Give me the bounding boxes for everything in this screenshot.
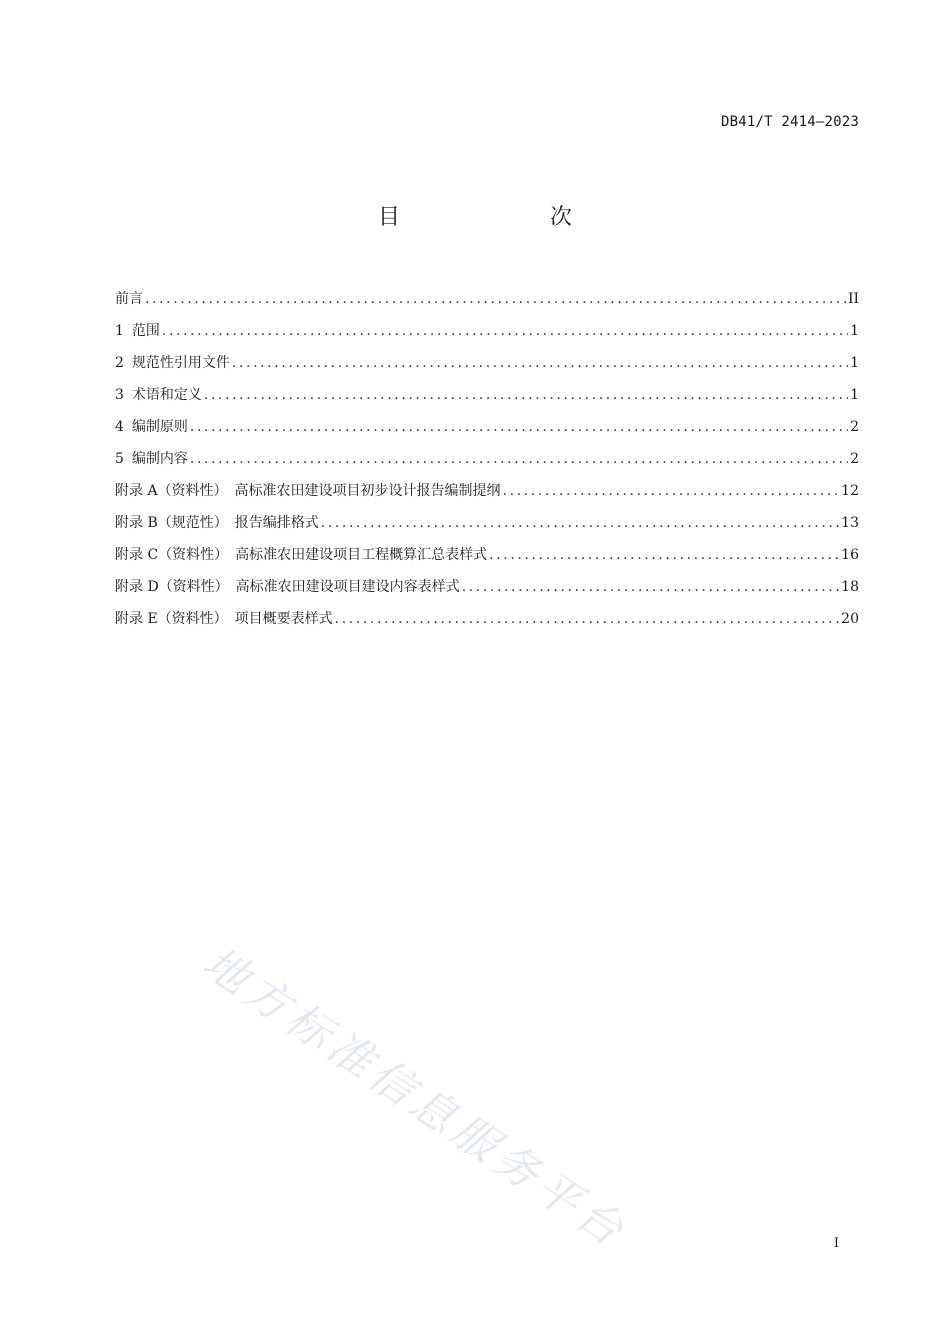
toc-entry-title: 附录 A（资料性） 高标准农田建设项目初步设计报告编制提纲 (115, 483, 501, 499)
toc-entry-title: 附录 B（规范性） 报告编排格式 (115, 515, 319, 531)
toc-dot-leader (321, 512, 839, 534)
toc-entry-title: 术语和定义 (131, 387, 202, 403)
toc-entry-title: 附录 E（资料性） 项目概要表样式 (115, 611, 333, 627)
toc-page-number: 2 (850, 451, 859, 467)
toc-dot-leader (204, 384, 848, 406)
toc-entry-title: 规范性引用文件 (131, 355, 230, 371)
toc-page-number: 2 (850, 419, 859, 435)
toc-entry-foreword[interactable] (115, 288, 859, 320)
toc-page-number: 20 (841, 611, 859, 627)
toc-entry-appendix-a[interactable] (115, 480, 859, 512)
toc-entry-appendix-d[interactable] (115, 576, 859, 608)
toc-entry-appendix-e[interactable] (115, 608, 859, 640)
toc-section-number: 2 (115, 355, 124, 371)
toc-dot-leader (232, 352, 848, 374)
toc-section-number: 4 (115, 419, 124, 435)
toc-entry-title: 编制原则 (131, 419, 188, 435)
toc-entry-terms-definitions[interactable] (115, 384, 859, 416)
toc-dot-leader (335, 608, 840, 630)
toc-entry-title: 前言 (115, 291, 143, 307)
toc-entry-title: 附录 C（资料性） 高标准农田建设项目工程概算汇总表样式 (115, 547, 488, 563)
toc-entry-appendix-b[interactable] (115, 512, 859, 544)
toc-section-number: 1 (115, 323, 124, 339)
toc-entry-scope[interactable] (115, 320, 859, 352)
toc-page-number: 1 (850, 387, 859, 403)
toc-page-number: 1 (850, 355, 859, 371)
toc-entry-title: 附录 D（资料性） 高标准农田建设项目建设内容表样式 (115, 579, 460, 595)
toc-page-number: 18 (841, 579, 859, 595)
toc-dot-leader (503, 480, 840, 502)
toc-page-number: 13 (841, 515, 859, 531)
toc-dot-leader (190, 416, 848, 438)
toc-dot-leader (489, 544, 839, 566)
page-title: 目 次 (377, 205, 636, 230)
toc-section-number: 5 (115, 451, 124, 467)
toc-section-number: 3 (115, 387, 124, 403)
toc-page-number: 16 (841, 547, 859, 563)
page-number: I (833, 1236, 839, 1251)
table-of-contents (115, 288, 859, 640)
toc-page-number: 12 (841, 483, 859, 499)
toc-entry-appendix-c[interactable] (115, 544, 859, 576)
toc-entry-title: 范围 (131, 323, 160, 339)
toc-entry-normative-references[interactable] (115, 352, 859, 384)
standard-number: DB41/T 2414—2023 (720, 114, 859, 130)
toc-dot-leader (162, 320, 848, 342)
toc-page-number: 1 (850, 323, 859, 339)
toc-entry-content[interactable] (115, 448, 859, 480)
toc-entry-principles[interactable] (115, 416, 859, 448)
toc-dot-leader (462, 576, 839, 598)
watermark-text: 地方标准信息服务平台 (193, 937, 637, 1259)
toc-entry-title: 编制内容 (131, 451, 188, 467)
toc-dot-leader (190, 448, 848, 470)
toc-page-number: II (847, 291, 859, 307)
toc-dot-leader (145, 288, 846, 310)
